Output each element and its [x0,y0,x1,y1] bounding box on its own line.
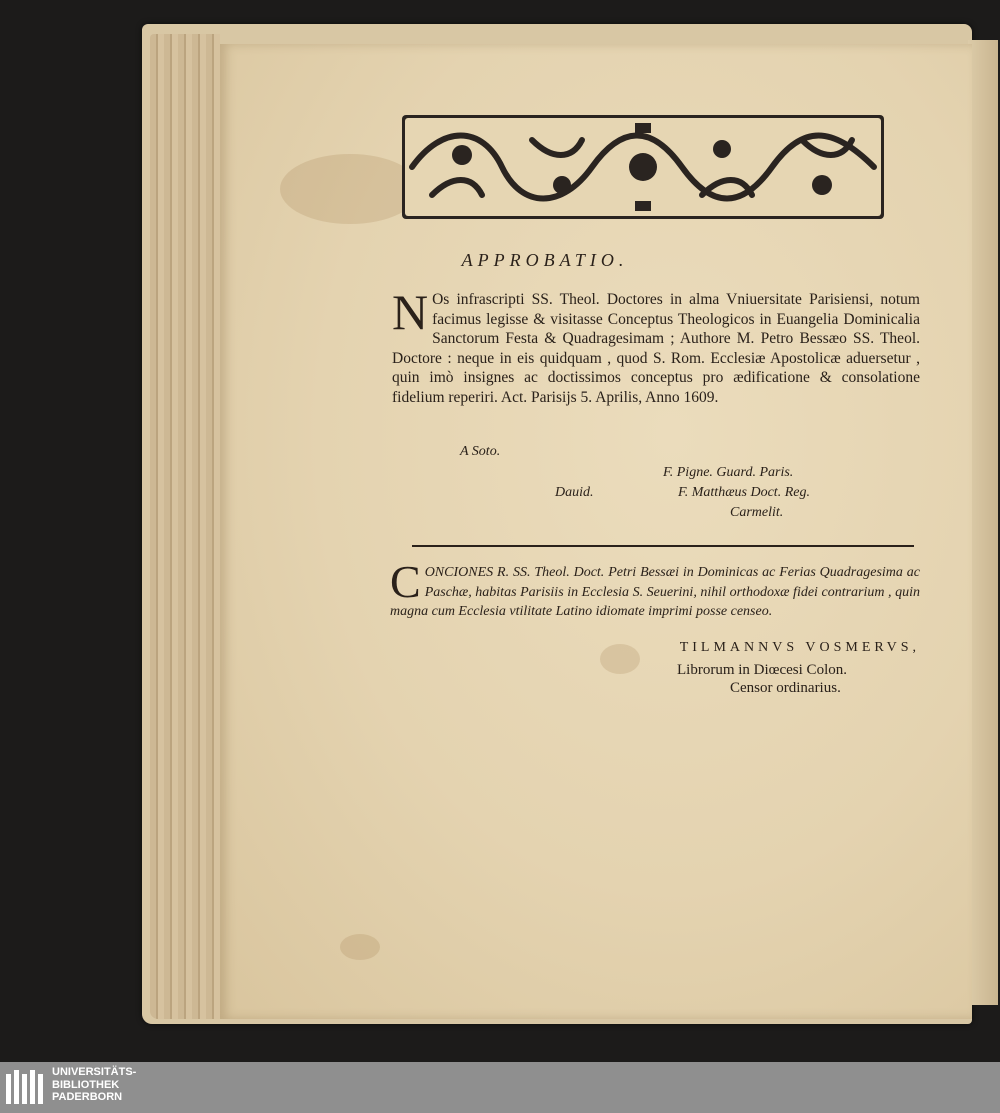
paper-stain [340,934,380,960]
library-name-line2: BIBLIOTHEK [52,1078,120,1091]
library-name-line1: UNIVERSITÄTS- [52,1066,137,1078]
approbatio-dropcap: N [392,284,429,340]
library-name [52,1066,136,1104]
section-divider [412,545,914,547]
censor-body: ONCIONES R. SS. Theol. Doct. Petri Bessæi in Dominicas ac Ferias Quadragesima ac Paschæ, habitas Parisiis in Ecclesia S. Seuerini, nihil orthodoxæ fidei contrarium , quin magna cum Ecclesia vtilitate Latino idiomate imprimi posse censeo. [390,565,920,619]
approbatio-body: Os infrascripti SS. Theol. Doctores in alma Vniuersitate Parisiensi, notum facimus legisse & visitasse Conceptus Theologicos in Euangelia Dominicalia Sanctorum Festa & Quadragesimam ; Authore M. Petro Bessæo SS. Theol. Doctore : neque in eis quidquam , quod S. Rom. Ecclesiæ Apostolicæ aduersetur , quin imò insignes ac doctissimos conceptus pro ædificatione & consolatione fidelium reperiri. Act. Parisijs 5. Aprilis, Anno 1609. [392,291,920,406]
censor-dropcap: C [390,556,421,607]
approbatio-heading: APPROBATIO. [461,250,629,270]
signature-pigne: F. Pigne. Guard. Paris. [663,465,794,480]
signature-dauid: Dauid. [555,485,594,500]
signature-a-soto: A Soto. [460,444,501,459]
censor-name: TILMANNVS VOSMERVS, [679,640,920,655]
library-footer [0,1062,1000,1113]
paper-stain [280,154,420,224]
library-logo-icon [4,1068,46,1108]
censor-title-line2: Censor ordinarius. [730,680,841,696]
censor-title-line1: Librorum in Diœcesi Colon. [677,662,847,678]
approbatio-paragraph [392,284,920,407]
right-page-edge [968,40,998,1005]
library-name-line3: PADERBORN [52,1091,123,1103]
page-edges [150,34,220,1019]
decorative-headpiece [402,115,884,219]
censor-paragraph [390,556,920,622]
signature-matthaeus: F. Matthæus Doct. Reg. [678,485,810,500]
signature-carmelit: Carmelit. [730,505,784,520]
